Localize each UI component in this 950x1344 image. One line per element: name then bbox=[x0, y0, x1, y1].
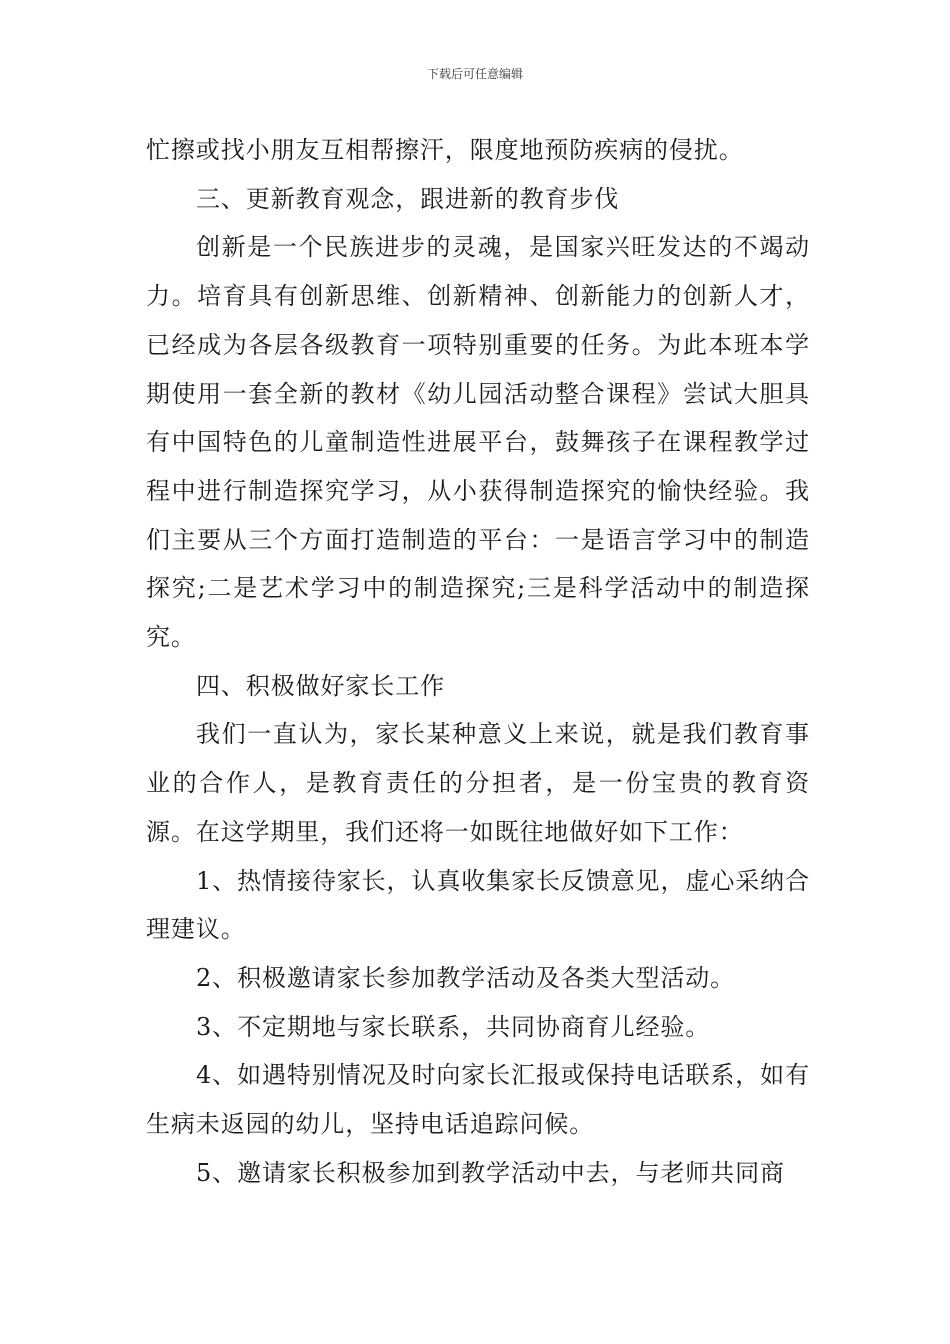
list-item-4: 4、如遇特别情况及时向家长汇报或保持电话联系，如有生病未返园的幼儿，坚持电话追踪问候。 bbox=[146, 1061, 810, 1139]
paragraph-parents: 我们一直认为，家长某种意义上来说，就是我们教育事业的合作人，是教育责任的分担者，是一份宝贵的教育资源。在这学期里，我们还将一如既往地做好如下工作： bbox=[146, 720, 810, 846]
paragraph-1: 忙擦或找小朋友互相帮擦汗，限度地预防疾病的侵扰。 bbox=[146, 136, 744, 164]
list-item-3: 3、不定期地与家长联系，共同协商育儿经验。 bbox=[196, 1012, 711, 1041]
list-item-1: 1、热情接待家长，认真收集家长反馈意见，虚心采纳合理建议。 bbox=[146, 866, 810, 944]
list-item-2: 2、积极邀请家长参加教学活动及各类大型活动。 bbox=[196, 963, 736, 992]
section-heading-3: 三、更新教育观念，跟进新的教育步伐 bbox=[196, 184, 620, 213]
page-header-note: 下载后可任意编辑 bbox=[426, 67, 523, 81]
paragraph-innovation: 创新是一个民族进步的灵魂，是国家兴旺发达的不竭动力。培育具有创新思维、创新精神、创新能力的创新人才，已经成为各层各级教育一项特别重要的任务。为此本班本学期使用一套全新的教材《幼儿园活动整合课程》尝试大胆具有中国特色的儿童制造性进展平台，鼓舞孩子在课程教学过程中进行制造探究学习，从小获得制造探究的愉快经验。我们主要从三个方面打造制造的平台：一是语言学习中的制造探究;二是艺术学习中的制造探究;三是科学活动中的制造探究。 bbox=[146, 233, 810, 652]
section-heading-4: 四、积极做好家长工作 bbox=[196, 671, 445, 700]
document-body bbox=[146, 126, 810, 1197]
list-item-5: 5、邀请家长积极参加到教学活动中去，与老师共同商 bbox=[196, 1158, 785, 1187]
